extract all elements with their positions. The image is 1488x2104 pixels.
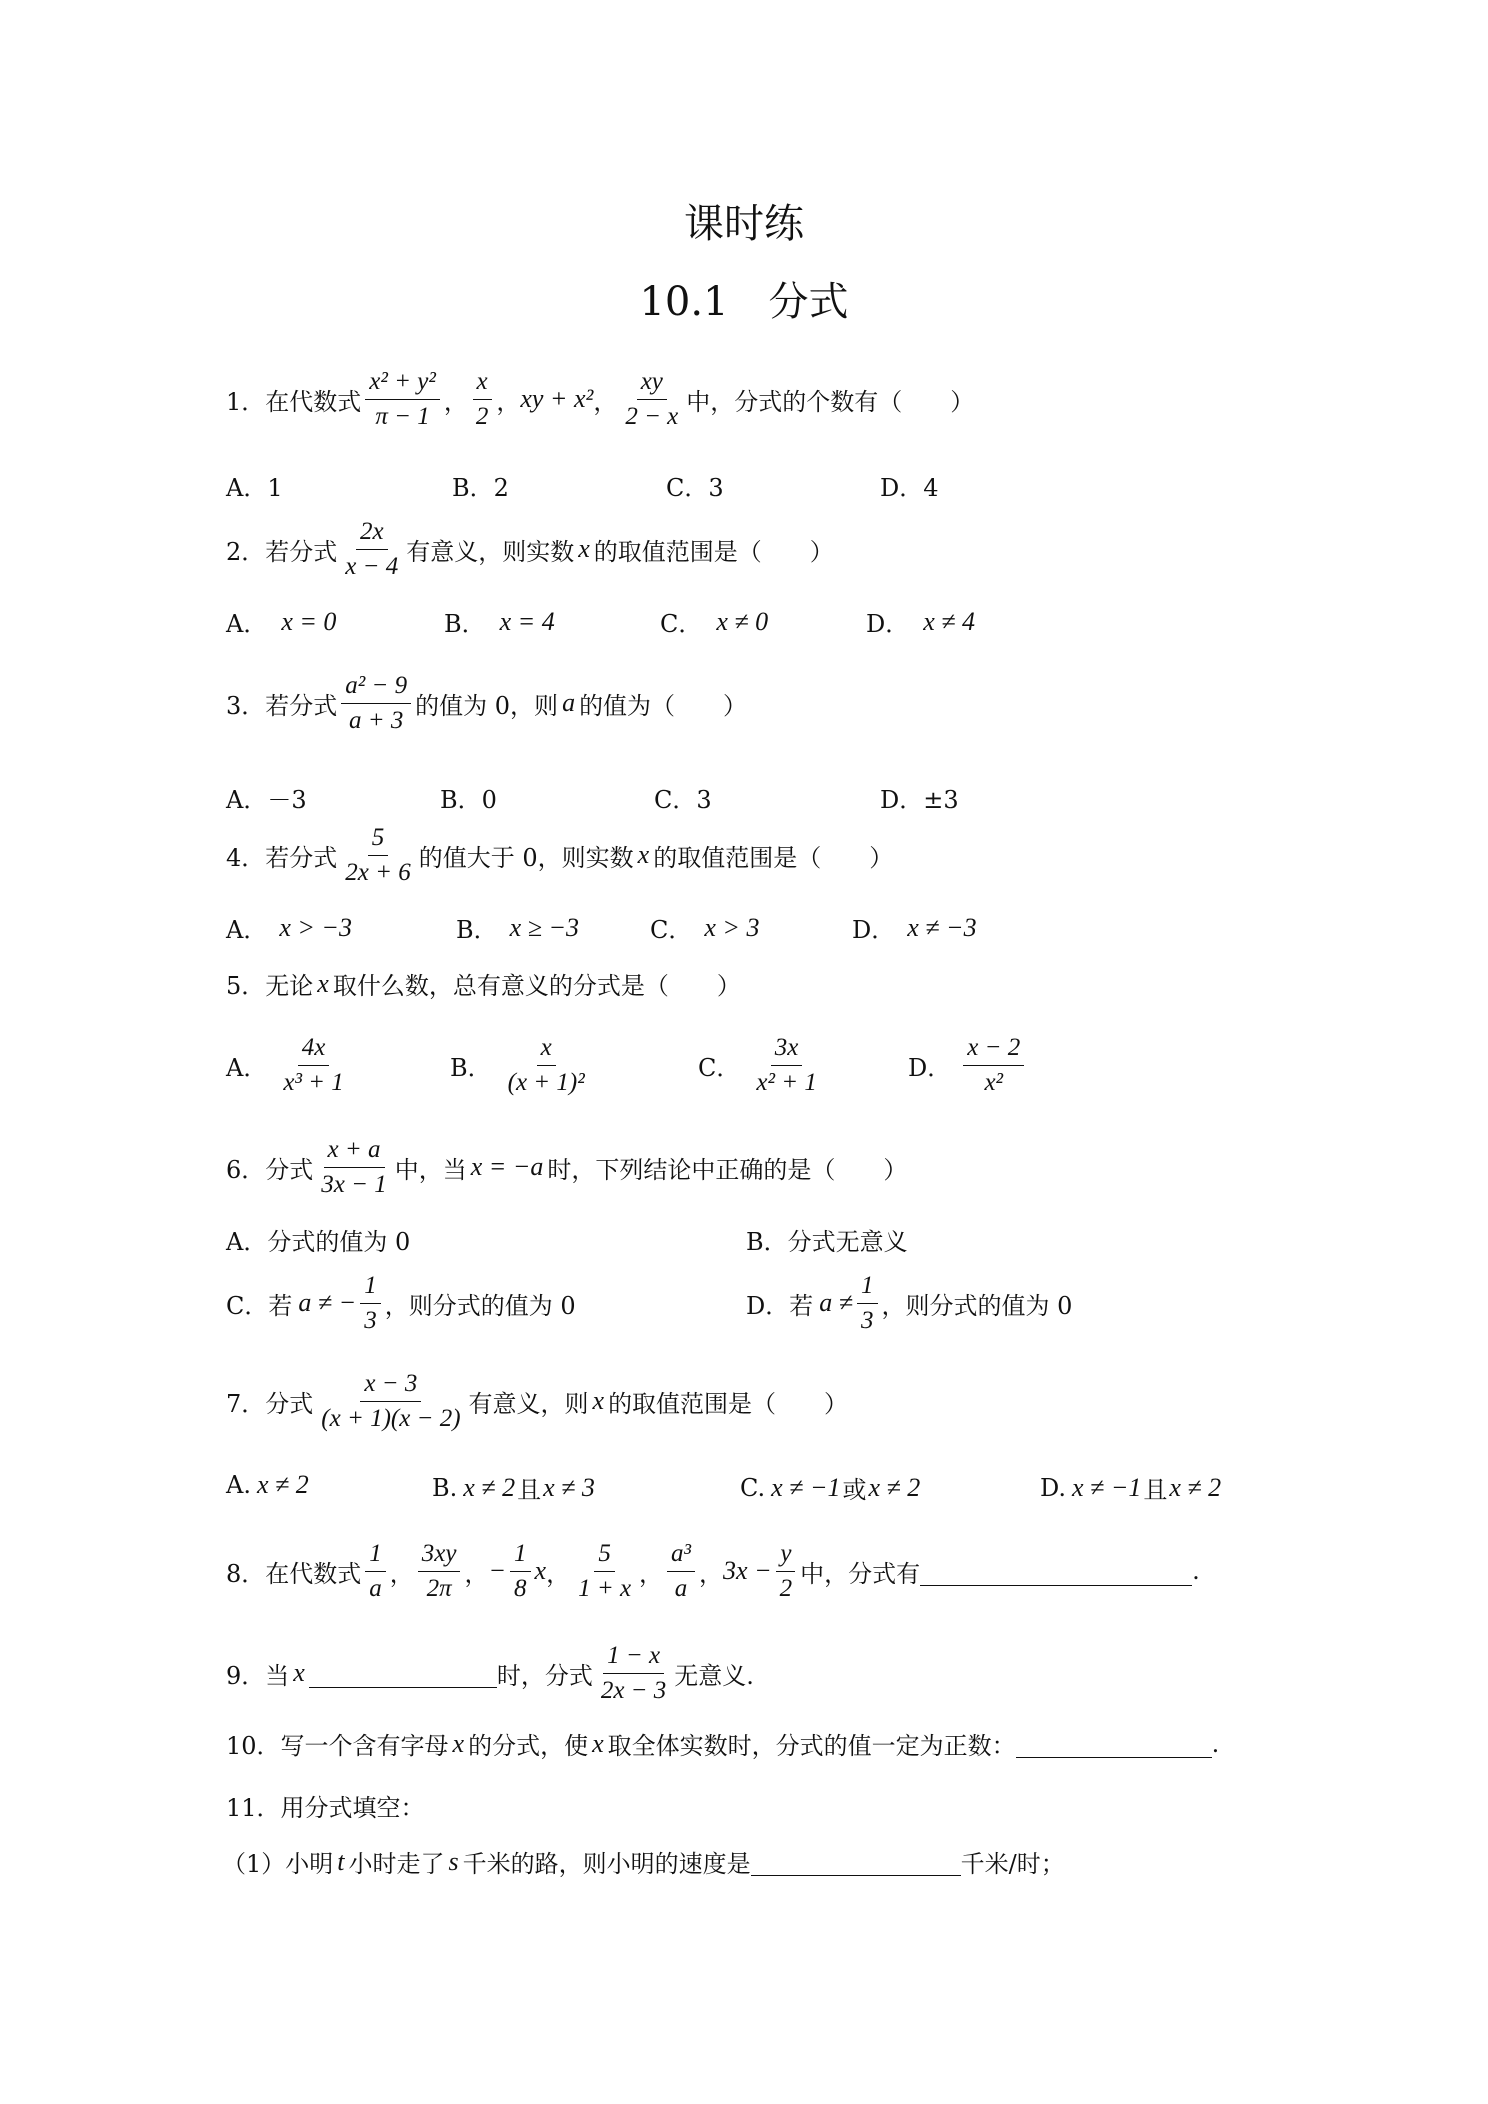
q6-option-d-label: D．若 xyxy=(746,1291,814,1320)
q8-answer-blank[interactable] xyxy=(920,1557,1192,1586)
q11-variable-s: s xyxy=(448,1846,459,1876)
q5-option-d-fraction xyxy=(963,1034,1024,1096)
q4-option-a-label: A． xyxy=(226,916,268,944)
q2-suffix: 的取值范围是（ ） xyxy=(593,537,834,566)
q10-mid: 的分式，使 xyxy=(468,1732,589,1760)
q10-end: . xyxy=(1211,1729,1220,1758)
page-title: 课时练 xyxy=(684,201,804,247)
q3-option-b: B．0 xyxy=(440,786,497,814)
q9-suffix: 无意义. xyxy=(674,1661,754,1690)
q11-part-1-end: 千米/时； xyxy=(960,1850,1065,1878)
q2-option-c-label: C． xyxy=(660,610,703,638)
q2-denominator: x − 4 xyxy=(345,552,399,580)
q5-option-a-label: A． xyxy=(226,1053,268,1082)
q7-option-d-label: D. xyxy=(1040,1473,1067,1502)
q3-suffix: 的值为（ ） xyxy=(579,691,748,720)
q8-prefix: 8．在代数式 xyxy=(226,1559,362,1588)
q6-fraction xyxy=(317,1136,390,1198)
q6-condition: x = −a xyxy=(470,1152,544,1181)
q1-fraction-2 xyxy=(472,368,493,430)
q3-prefix: 3．若分式 xyxy=(226,691,338,720)
q8-comma-4: ， xyxy=(639,1559,664,1588)
q6-suffix: 时，下列结论中正确的是（ ） xyxy=(547,1155,908,1184)
q6-option-c xyxy=(226,1272,576,1334)
q2-option-d xyxy=(866,604,975,639)
q1-f2-numerator: x xyxy=(473,368,492,400)
q9-numerator: 1 − x xyxy=(603,1642,664,1674)
q5-prefix: 5．无论 xyxy=(226,972,314,1000)
q2-option-d-label: D． xyxy=(866,610,910,638)
q2-option-d-math: x ≠ 4 xyxy=(923,606,976,636)
q9-variable: x xyxy=(293,1658,305,1687)
question-10 xyxy=(226,1726,1219,1761)
q7-option-b-label: B. xyxy=(432,1473,458,1502)
q6-option-d xyxy=(746,1272,1072,1334)
q5-option-a-denominator: x³ + 1 xyxy=(283,1068,344,1096)
question-7 xyxy=(226,1370,848,1432)
q4-option-a xyxy=(226,910,352,945)
q5-option-b-fraction xyxy=(504,1034,589,1096)
q2-prefix: 2．若分式 xyxy=(226,537,338,566)
q7-suffix: 的取值范围是（ ） xyxy=(608,1389,849,1418)
q8-f2-denominator: 2π xyxy=(426,1574,452,1602)
q4-option-b-math: x ≥ −3 xyxy=(509,912,579,942)
q8-comma-1: ， xyxy=(389,1559,414,1588)
q7-option-d-math-1: x ≠ −1 xyxy=(1072,1472,1142,1502)
q8-f6-numerator: y xyxy=(776,1540,795,1572)
q2-option-a xyxy=(226,604,336,639)
q2-option-b xyxy=(444,604,555,639)
q7-option-d-and: 且 xyxy=(1143,1476,1168,1504)
q3-option-a: A．－3 xyxy=(226,786,307,814)
q2-fraction xyxy=(341,518,402,580)
q6-option-d-denominator: 3 xyxy=(861,1306,874,1334)
q6-option-d-numerator: 1 xyxy=(857,1272,878,1304)
q6-numerator: x + a xyxy=(324,1136,385,1168)
q7-mid: 有意义，则 xyxy=(468,1389,589,1418)
q4-option-b-label: B． xyxy=(456,916,498,944)
q4-mid: 的值大于 0，则实数 xyxy=(418,843,634,872)
q4-prefix: 4．若分式 xyxy=(226,843,338,872)
q6-option-c-post: ，则分式的值为 0 xyxy=(384,1291,576,1320)
q7-option-c-math-1: x ≠ −1 xyxy=(771,1472,841,1502)
q8-fraction-5 xyxy=(667,1540,695,1602)
q5-option-c-fraction xyxy=(752,1034,820,1096)
q1-fraction-1 xyxy=(365,368,440,430)
q5-option-c-numerator: 3x xyxy=(771,1034,803,1066)
q7-numerator: x − 3 xyxy=(360,1370,421,1402)
q1-option-b: B．2 xyxy=(452,474,509,502)
q10-variable: x xyxy=(452,1728,465,1758)
q2-option-a-math: x = 0 xyxy=(281,606,337,636)
section-title: 10.1 分式 xyxy=(639,279,849,325)
q6-prefix: 6．分式 xyxy=(226,1155,314,1184)
q6-option-b: B．分式无意义 xyxy=(746,1228,908,1256)
q8-suffix: 中，分式有 xyxy=(800,1559,921,1588)
q1-sep-1: ， xyxy=(443,387,468,416)
q6-option-c-denominator: 3 xyxy=(364,1306,377,1334)
q4-numerator: 5 xyxy=(368,824,389,856)
q8-f3-numerator: 1 xyxy=(510,1540,531,1572)
q1-suffix: 中，分式的个数有（ ） xyxy=(686,387,975,416)
q5-option-d-label: D． xyxy=(908,1053,952,1082)
q11-part-1-mid: 小时走了 xyxy=(348,1850,445,1878)
q6-option-a: A．分式的值为 0 xyxy=(226,1228,411,1256)
question-5 xyxy=(226,966,741,1001)
q11-variable-t: t xyxy=(337,1846,345,1876)
q5-option-c-label: C． xyxy=(698,1053,741,1082)
q4-option-c-math: x > 3 xyxy=(704,912,760,942)
q9-fraction xyxy=(597,1642,670,1704)
q5-option-b-denominator: (x + 1)² xyxy=(507,1068,585,1096)
q5-option-c-denominator: x² + 1 xyxy=(756,1068,817,1096)
q5-option-d-numerator: x − 2 xyxy=(963,1034,1024,1066)
q7-option-a-math: x ≠ 2 xyxy=(256,1470,309,1499)
q8-f5-denominator: a xyxy=(674,1574,688,1602)
q11-part-1-mid-2: 千米的路，则小明的速度是 xyxy=(462,1850,751,1878)
q8-fraction-1 xyxy=(365,1540,386,1602)
q4-suffix: 的取值范围是（ ） xyxy=(653,843,894,872)
q8-fraction-4 xyxy=(574,1540,635,1602)
question-6 xyxy=(226,1136,907,1198)
q8-f6-denominator: 2 xyxy=(779,1574,793,1602)
q5-option-a-numerator: 4x xyxy=(298,1034,330,1066)
q6-option-c-fraction xyxy=(360,1272,381,1334)
q11-part-1-answer-blank[interactable] xyxy=(751,1847,961,1876)
q8-f3-denominator: 8 xyxy=(514,1574,527,1602)
q3-option-c: C．3 xyxy=(654,786,712,814)
q8-comma-3: ， xyxy=(546,1559,571,1588)
q1-f4-denominator: 2 − x xyxy=(625,402,679,430)
q8-f3-variable: x xyxy=(534,1556,547,1585)
q8-end: . xyxy=(1192,1557,1200,1585)
q1-expression-3: xy + x² xyxy=(520,384,594,413)
q10-suffix: 取全体实数时，分式的值一定为正数： xyxy=(607,1732,1016,1760)
q2-option-b-math: x = 4 xyxy=(499,606,555,636)
q2-numerator: 2x xyxy=(356,518,388,550)
q6-denominator: 3x − 1 xyxy=(321,1170,387,1198)
q1-option-c: C．3 xyxy=(666,474,724,502)
q4-option-c xyxy=(650,910,759,945)
q6-option-d-fraction xyxy=(857,1272,878,1334)
q4-option-b xyxy=(456,910,579,945)
q9-answer-blank[interactable] xyxy=(309,1659,497,1688)
question-9 xyxy=(226,1642,754,1704)
q5-option-b-label: B． xyxy=(450,1053,492,1082)
q7-variable: x xyxy=(592,1386,605,1415)
q8-comma-2: ， xyxy=(464,1559,489,1588)
q5-option-c xyxy=(698,1034,825,1096)
q7-option-d xyxy=(1040,1470,1221,1505)
q10-prefix: 10．写一个含有字母 xyxy=(226,1732,449,1760)
q7-denominator: (x + 1)(x − 2) xyxy=(321,1404,461,1432)
q4-option-d-math: x ≠ −3 xyxy=(907,912,977,942)
q11-part-1-prefix: （1）小明 xyxy=(222,1850,334,1878)
q4-variable: x xyxy=(637,840,650,869)
q8-fraction-2 xyxy=(418,1540,461,1602)
q7-option-b-and: 且 xyxy=(517,1476,542,1504)
q9-denominator: 2x − 3 xyxy=(600,1676,667,1704)
question-8 xyxy=(226,1540,1200,1602)
q8-f1-denominator: a xyxy=(369,1574,382,1602)
q7-option-c xyxy=(740,1470,920,1505)
q1-prefix: 1．在代数式 xyxy=(226,387,362,416)
q2-mid: 有意义，则实数 xyxy=(406,537,575,566)
q8-f4-denominator: 1 + x xyxy=(578,1574,632,1602)
q5-option-d-denominator: x² xyxy=(984,1068,1004,1096)
q7-option-b-math-1: x ≠ 2 xyxy=(463,1472,516,1502)
q1-sep-3: ， xyxy=(593,387,618,416)
q2-option-c xyxy=(660,604,768,639)
q1-fraction-4 xyxy=(621,368,682,430)
q6-option-c-label: C．若 xyxy=(226,1291,293,1320)
q1-sep-2: ， xyxy=(496,387,521,416)
question-11: 11．用分式填空： xyxy=(226,1794,425,1822)
q5-option-b xyxy=(450,1034,593,1096)
q8-expression-6: 3x − xyxy=(723,1556,772,1585)
q7-option-a-label: A. xyxy=(226,1471,251,1499)
q8-f1-numerator: 1 xyxy=(365,1540,386,1572)
question-1 xyxy=(226,368,974,430)
q10-variable-2: x xyxy=(592,1728,604,1758)
q3-numerator: a² − 9 xyxy=(341,672,411,704)
question-11-part-1 xyxy=(222,1844,1065,1879)
q2-variable: x xyxy=(578,534,590,563)
q1-f2-denominator: 2 xyxy=(475,402,489,430)
q2-option-a-label: A． xyxy=(226,610,268,638)
q3-mid: 的值为 0，则 xyxy=(415,691,559,720)
q8-comma-5: ， xyxy=(699,1559,724,1588)
q6-option-d-math: a ≠ xyxy=(819,1288,854,1317)
q5-suffix: 取什么数，总有意义的分式是（ ） xyxy=(332,972,741,1000)
q9-mid: 时，分式 xyxy=(496,1661,593,1690)
q3-option-d: D．±3 xyxy=(880,786,959,814)
q7-option-c-label: C. xyxy=(740,1473,766,1502)
q6-option-c-math: a ≠ − xyxy=(298,1288,357,1317)
question-3 xyxy=(226,672,747,734)
q6-option-d-post: ，则分式的值为 0 xyxy=(881,1291,1073,1320)
q5-option-a-fraction xyxy=(279,1034,347,1096)
q8-f2-numerator: 3xy xyxy=(418,1540,461,1572)
q7-option-c-math-2: x ≠ 2 xyxy=(868,1472,921,1502)
q8-fraction-6 xyxy=(776,1540,797,1602)
q8-f4-numerator: 5 xyxy=(594,1540,615,1572)
q1-f1-numerator: x² + y² xyxy=(365,368,440,400)
q2-option-c-math: x ≠ 0 xyxy=(716,606,769,636)
q7-option-c-or: 或 xyxy=(842,1476,867,1504)
q8-f5-numerator: a³ xyxy=(667,1540,695,1572)
q5-option-b-numerator: x xyxy=(537,1034,556,1066)
q3-variable: a xyxy=(562,688,576,717)
q1-f4-numerator: xy xyxy=(637,368,667,400)
q4-option-d xyxy=(852,910,977,945)
q6-option-c-numerator: 1 xyxy=(360,1272,381,1304)
q4-denominator: 2x + 6 xyxy=(345,858,411,886)
q3-denominator: a + 3 xyxy=(349,706,404,734)
q1-option-d: D．4 xyxy=(880,474,939,502)
q7-option-b xyxy=(432,1470,595,1505)
q6-mid: 中，当 xyxy=(394,1155,467,1184)
q8-negative-sign: − xyxy=(488,1556,507,1585)
question-4 xyxy=(226,824,893,886)
q4-option-d-label: D． xyxy=(852,916,896,944)
q5-variable: x xyxy=(317,968,329,998)
q10-answer-blank[interactable] xyxy=(1016,1729,1212,1758)
q4-option-c-label: C． xyxy=(650,916,693,944)
q1-option-a: A．1 xyxy=(226,474,283,502)
question-2 xyxy=(226,518,834,580)
q7-option-b-math-2: x ≠ 3 xyxy=(543,1472,595,1502)
q7-option-a xyxy=(226,1470,309,1500)
q3-fraction xyxy=(341,672,411,734)
q9-prefix: 9．当 xyxy=(226,1661,290,1690)
q7-fraction xyxy=(317,1370,464,1432)
q7-prefix: 7．分式 xyxy=(226,1389,314,1418)
q5-option-d xyxy=(908,1034,1028,1096)
q4-option-a-math: x > −3 xyxy=(279,912,352,942)
q2-option-b-label: B． xyxy=(444,610,486,638)
q7-option-d-math-2: x ≠ 2 xyxy=(1169,1472,1222,1502)
q1-f1-denominator: π − 1 xyxy=(375,402,430,430)
q5-option-a xyxy=(226,1034,352,1096)
q8-fraction-3 xyxy=(510,1540,531,1602)
q4-fraction xyxy=(341,824,414,886)
